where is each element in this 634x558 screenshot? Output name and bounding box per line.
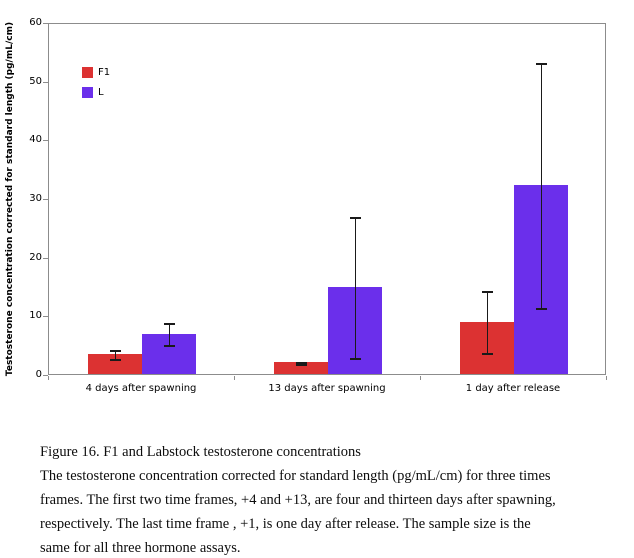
legend-row-f1 (82, 62, 110, 82)
x-tick-mark (234, 376, 235, 380)
y-tick-label: 60 (29, 17, 42, 28)
error-bar-cap (164, 323, 175, 325)
legend-row-l (82, 82, 110, 102)
error-bar-cap (350, 217, 361, 219)
plot-area (48, 23, 606, 375)
legend-swatch-l (82, 87, 93, 98)
y-tick-label: 10 (29, 310, 42, 322)
y-axis-title: Testosterone concentration corrected for standard length (pg/mL/cm) (5, 21, 15, 377)
error-bar-line (487, 292, 488, 354)
error-bar-cap (110, 359, 121, 361)
legend-swatch-f1 (82, 67, 93, 78)
error-bar-cap (482, 353, 493, 355)
error-bar-cap (536, 63, 547, 65)
error-bar-line (355, 218, 356, 359)
y-tick-label: 30 (29, 193, 42, 204)
chart-legend (82, 62, 110, 102)
error-bar-line (169, 324, 170, 346)
x-tick-mark (48, 376, 49, 380)
x-category-label: 1 day after release (465, 383, 561, 394)
x-tick-mark (606, 376, 607, 380)
caption-line: The testosterone concentration corrected for standard length (pg/mL/cm) for three times (40, 468, 551, 484)
y-tick-label: 20 (29, 251, 42, 263)
x-category-label: 13 days after spawning (268, 383, 386, 394)
caption-line: respectively. The last time frame , +1, is one day after release. The sample size is the (40, 516, 531, 532)
y-tick-label: 50 (29, 75, 42, 87)
caption-line: same for all three hormone assays. (40, 540, 241, 556)
error-bar-cap (296, 362, 307, 364)
error-bar-cap (164, 345, 175, 347)
legend-label-l: L (98, 86, 104, 98)
figure-caption (40, 440, 610, 558)
x-category-label: 4 days after spawning (85, 383, 197, 394)
error-bar-cap (482, 291, 493, 293)
figure-caption-title: Figure 16. F1 and Labstock testosterone concentrations (40, 444, 361, 460)
y-tick-label: 40 (29, 134, 42, 146)
error-bar-cap (296, 364, 307, 366)
y-tick-label: 0 (35, 369, 42, 380)
error-bar-cap (110, 350, 121, 352)
caption-line: frames. The first two time frames, +4 and +13, are four and thirteen days after spawning, (40, 492, 556, 508)
error-bar-cap (536, 308, 547, 310)
error-bar-line (541, 64, 542, 309)
legend-label-f1: F1 (98, 66, 111, 78)
error-bar-cap (350, 358, 361, 360)
x-tick-mark (420, 376, 421, 380)
